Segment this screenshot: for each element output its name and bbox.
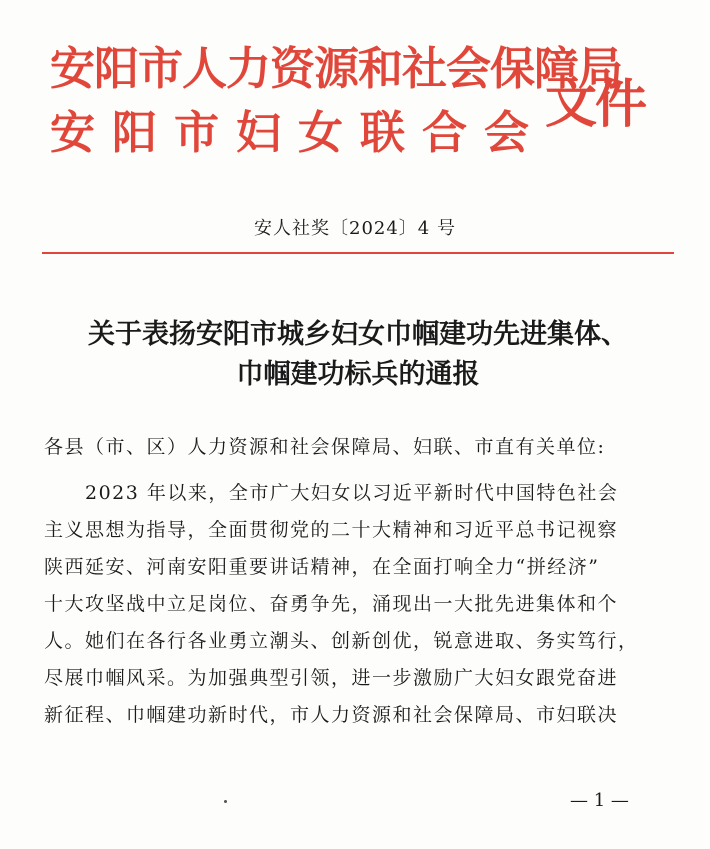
body-line: 主义思想为指导，全面贯彻党的二十大精神和习近平总书记视察 — [44, 519, 619, 541]
document-number: 安人社奖〔2024〕4 号 — [254, 218, 456, 239]
body-line: 2023 年以来，全市广大妇女以习近平新时代中国特色社会 — [44, 482, 619, 504]
red-divider — [42, 252, 674, 254]
salutation: 各县（市、区）人力资源和社会保障局、妇联、市直有关单位: — [44, 436, 606, 458]
scan-speck — [224, 800, 227, 803]
body-line: 尽展巾帼风采。为加强典型引领，进一步激励广大妇女跟党奋进 — [44, 667, 619, 689]
document-title-line-1: 关于表扬安阳市城乡妇女巾帼建功先进集体、 — [88, 319, 628, 350]
document-suffix: 文件 — [545, 74, 646, 135]
issuer-line-1: 安阳市人力资源和社会保障局 — [50, 42, 623, 95]
body-line: 人。她们在各行各业勇立潮头、创新创优，锐意进取、务实笃行， — [44, 630, 639, 652]
masthead — [50, 18, 670, 158]
body-line: 陕西延安、河南安阳重要讲话精神，在全面打响全力“拼经济” — [44, 556, 600, 578]
issuer-line-2: 安阳市妇女联合会 — [50, 106, 547, 159]
body-line: 十大攻坚战中立足岗位、奋勇争先，涌现出一大批先进集体和个 — [44, 593, 619, 615]
body-line: 新征程、巾帼建功新时代，市人力资源和社会保障局、市妇联决 — [44, 704, 619, 726]
page-number: — 1 — — [570, 790, 629, 811]
document-title-line-2: 巾帼建功标兵的通报 — [236, 359, 480, 390]
